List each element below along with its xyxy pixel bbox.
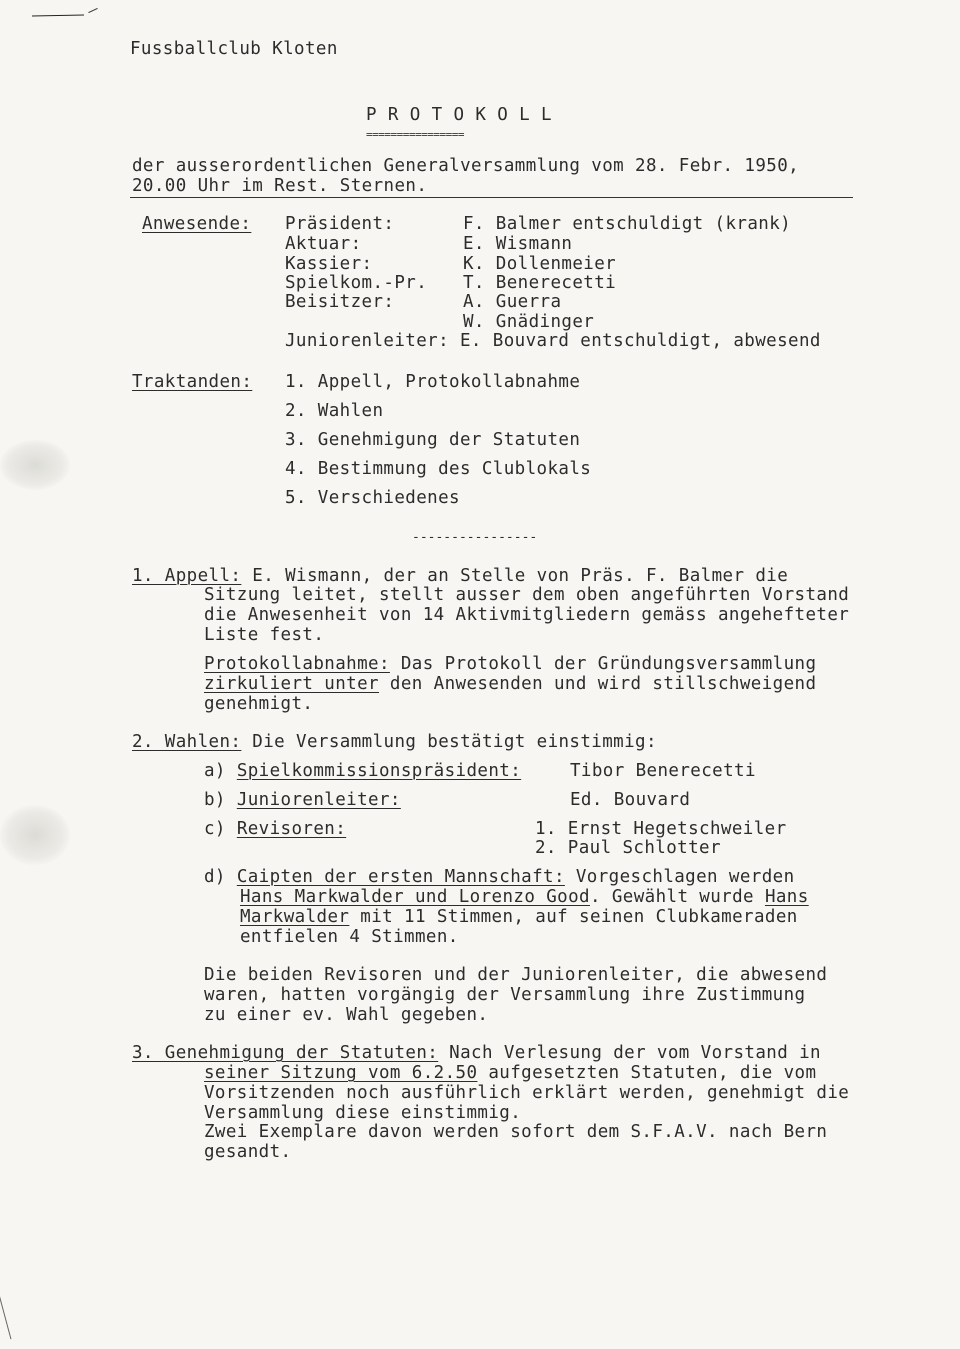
margin-mark xyxy=(0,1291,11,1340)
agenda-item: 5. Verschiedenes xyxy=(285,488,460,508)
intro-line-2: 20.00 Uhr im Rest. Sternen. xyxy=(132,176,428,196)
role-spielkom: Spielkom.-Pr. xyxy=(285,273,428,293)
section-1-line-4: Liste fest. xyxy=(204,625,325,645)
intro-line-1: der ausserordentlichen Generalversammlung vom 28. Febr. 1950, xyxy=(132,156,800,176)
agenda-label: Traktanden: xyxy=(132,372,253,392)
name-aktuar: E. Wismann xyxy=(463,234,573,254)
protokollabnahme-line-1: Protokollabnahme: Das Protokoll der Gründungsversammlung xyxy=(204,654,817,674)
protokollabnahme-heading: Protokollabnahme: xyxy=(204,654,390,674)
section-2-note-1: Die beiden Revisoren und der Juniorenleiter, die abwesend xyxy=(204,965,828,985)
election-a-value: Tibor Benerecetti xyxy=(570,761,756,781)
section-1-heading: 1. Appell: xyxy=(132,566,242,586)
section-3-line-2: seiner Sitzung vom 6.2.50 aufgesetzten Statuten, die vom xyxy=(204,1063,817,1083)
pen-mark xyxy=(32,15,84,17)
section-1-line-3: die Anwesenheit von 14 Aktivmitgliedern gemäss angehefteter xyxy=(204,605,850,625)
title-double-rule: ================ xyxy=(366,128,464,141)
role-aktuar: Aktuar: xyxy=(285,234,362,254)
agenda-item: 1. Appell, Protokollabnahme xyxy=(285,372,581,392)
name-praesident: F. Balmer entschuldigt (krank) xyxy=(463,214,792,234)
punch-hole-top xyxy=(0,440,70,490)
section-3-line-1: 3. Genehmigung der Statuten: Nach Verlesung der vom Vorstand in xyxy=(132,1043,821,1063)
election-c: c) Revisoren: xyxy=(204,819,347,839)
agenda-separator: ---------------- xyxy=(412,530,538,545)
protokollabnahme-line-3: genehmigt. xyxy=(204,694,314,714)
agenda-item: 2. Wahlen xyxy=(285,401,384,421)
club-name: Fussballclub Kloten xyxy=(130,39,338,59)
agenda-item: 3. Genehmigung der Statuten xyxy=(285,430,581,450)
election-c-value-1: 1. Ernst Hegetschweiler xyxy=(535,819,787,839)
protokollabnahme-line-2: zirkuliert unter den Anwesenden und wird stillschweigend xyxy=(204,674,817,694)
attendees-label: Anwesende: xyxy=(142,214,252,234)
section-2-note-2: waren, hatten vorgängig der Versammlung ihre Zustimmung xyxy=(204,985,806,1005)
intro-underline xyxy=(130,197,853,198)
name-kassier: K. Dollenmeier xyxy=(463,254,617,274)
section-2-intro: 2. Wahlen: Die Versammlung bestätigt einstimmig: xyxy=(132,732,657,752)
document-title: P R O T O K O L L xyxy=(366,105,552,125)
section-2-heading: 2. Wahlen: xyxy=(132,732,242,752)
junior-line: Juniorenleiter: E. Bouvard entschuldigt, abwesend xyxy=(285,331,821,351)
election-c-value-2: 2. Paul Schlotter xyxy=(535,838,721,858)
election-d-line-2: Hans Markwalder und Lorenzo Good. Gewählt wurde Hans xyxy=(240,887,809,907)
agenda-item: 4. Bestimmung des Clublokals xyxy=(285,459,592,479)
role-praesident: Präsident: xyxy=(285,214,395,234)
election-b-value: Ed. Bouvard xyxy=(570,790,691,810)
section-3-line-6: gesandt. xyxy=(204,1142,292,1162)
election-d-line-4: entfielen 4 Stimmen. xyxy=(240,927,459,947)
name-beisitzer-2: W. Gnädinger xyxy=(463,312,595,332)
name-beisitzer-1: A. Guerra xyxy=(463,292,562,312)
name-spielkom: T. Benerecetti xyxy=(463,273,617,293)
section-3-line-5: Zwei Exemplare davon werden sofort dem S.F.A.V. nach Bern xyxy=(204,1122,828,1142)
election-d-line-3: Markwalder mit 11 Stimmen, auf seinen Clubkameraden xyxy=(240,907,798,927)
role-beisitzer: Beisitzer: xyxy=(285,292,395,312)
election-d-line-1: d) Caipten der ersten Mannschaft: Vorgeschlagen werden xyxy=(204,867,795,887)
election-a: a) Spielkommissionspräsident: xyxy=(204,761,522,781)
pen-mark-tail xyxy=(88,8,97,13)
section-1-line-1: 1. Appell: E. Wismann, der an Stelle von Präs. F. Balmer die xyxy=(132,566,789,586)
role-kassier: Kassier: xyxy=(285,254,373,274)
section-3-line-3: Vorsitzenden noch ausführlich erklärt werden, genehmigt die xyxy=(204,1083,850,1103)
section-1-line-2: Sitzung leitet, stellt ausser dem oben angeführten Vorstand xyxy=(204,585,850,605)
section-3-heading: 3. Genehmigung der Statuten: xyxy=(132,1043,439,1063)
section-3-line-4: Versammlung diese einstimmig. xyxy=(204,1103,522,1123)
election-b: b) Juniorenleiter: xyxy=(204,790,401,810)
section-2-note-3: zu einer ev. Wahl gegeben. xyxy=(204,1005,489,1025)
punch-hole-bottom xyxy=(0,805,70,865)
